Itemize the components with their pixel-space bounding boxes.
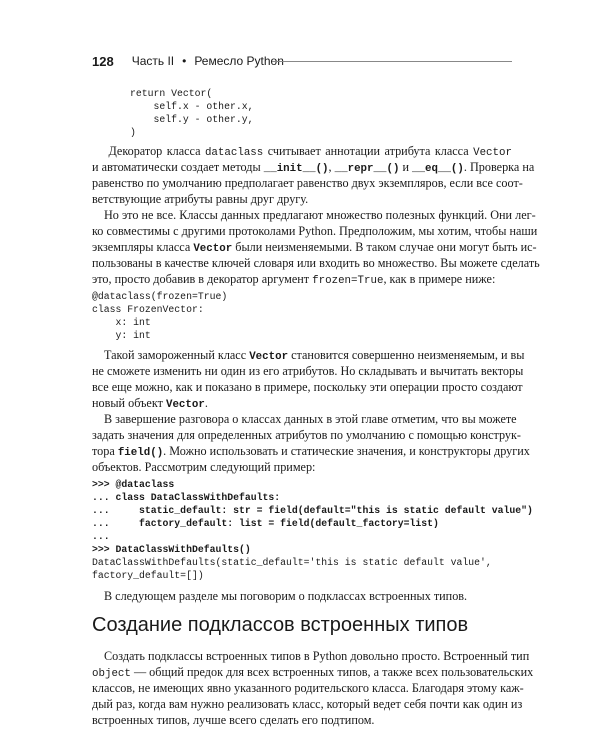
section-heading: Создание подклассов встроенных типов <box>92 614 469 636</box>
paragraph-line: object — общий предок для всех встроенных типов, а также всех пользовательских <box>92 665 534 680</box>
paragraph-line: ко совместимы с другими протоколами Python. Предположим, мы хотим, чтобы наши <box>92 224 538 238</box>
paragraph-line: Такой замороженный класс Vector становится совершенно неизменяемым, и вы <box>104 348 525 363</box>
paragraph-line: новый объект Vector. <box>92 396 208 411</box>
code-line: >>> DataClassWithDefaults() <box>92 544 251 555</box>
code-line: ... class DataClassWithDefaults: <box>92 492 281 503</box>
paragraph-line: Декоратор класса dataclass считывает аннотации атрибута класса Vector <box>104 144 512 159</box>
paragraph-line: не сможете изменить ни один из его атрибутов. Но складывать и вычитать векторы <box>92 364 524 378</box>
paragraph-line: ветствующие атрибуты равны друг другу. <box>92 192 309 206</box>
paragraph-line: встроенных типов, лучше всего сделать его подтипом. <box>92 713 375 727</box>
code-line: ... static_default: str = field(default="this is static default value") <box>92 505 533 516</box>
paragraph-line: это, просто добавив в декоратор аргумент frozen=True, как в примере ниже: <box>92 272 496 287</box>
paragraph-line: и автоматически создает методы __init__(), __repr__() и __eq__(). Проверка на <box>92 160 535 175</box>
paragraph-line: равенство по умолчанию предполагает равенство двух экземпляров, если все соот- <box>92 176 523 190</box>
paragraph-line: тора field(). Можно использовать и статические значения, и конструкторы других <box>92 444 530 459</box>
header-rule <box>272 61 512 62</box>
paragraph-line: Создать подклассы встроенных типов в Python довольно просто. Встроенный тип <box>104 649 530 663</box>
code-line: @dataclass(frozen=True) <box>92 291 228 302</box>
chapter-title: Ремесло Python <box>194 54 284 68</box>
header-bullet: • <box>182 54 187 68</box>
code-line: factory_default=[]) <box>92 570 204 581</box>
code-line: >>> @dataclass <box>92 479 175 490</box>
paragraph-line: экземпляры класса Vector были неизменяемыми. В таком случае они могут быть ис- <box>92 240 537 255</box>
code-line: self.y - other.y, <box>130 114 254 125</box>
paragraph-line: объектов. Рассмотрим следующий пример: <box>92 460 316 474</box>
paragraph-line: классов, не имеющих явно указанного родительского класса. Благодаря этому каж- <box>92 681 524 695</box>
paragraph-line: задать значения для определенных атрибутов по умолчанию с помощью конструк- <box>92 428 521 442</box>
code-line: ... <box>92 531 110 542</box>
code-line: class FrozenVector: <box>92 304 204 315</box>
paragraph-line: Но это не все. Классы данных предлагают множество полезных функций. Они лег- <box>104 208 536 222</box>
paragraph-line: В завершение разговора о классах данных в этой главе отметим, что вы можете <box>104 412 517 426</box>
code-line: y: int <box>92 330 151 341</box>
code-line: ... factory_default: list = field(default_factory=list) <box>92 518 439 529</box>
part-label: Часть II <box>131 54 175 68</box>
paragraph-line: В следующем разделе мы поговорим о подклассах встроенных типов. <box>104 589 468 603</box>
code-line: DataClassWithDefaults(static_default='this is static default value', <box>92 557 492 568</box>
page-number: 128 <box>92 53 114 69</box>
code-line: return Vector( <box>130 88 213 99</box>
code-line: x: int <box>92 317 151 328</box>
code-line: ) <box>130 127 136 138</box>
paragraph-line: все еще можно, как и показано в примере, поскольку эти операции просто создают <box>92 380 523 394</box>
paragraph-line: дый раз, когда вам нужно реализовать класс, который ведет себя почти как один из <box>92 697 523 711</box>
paragraph-line: пользованы в качестве ключей словаря или входить во множество. Вы можете сделать <box>92 256 540 270</box>
code-line: self.x - other.x, <box>130 101 254 112</box>
